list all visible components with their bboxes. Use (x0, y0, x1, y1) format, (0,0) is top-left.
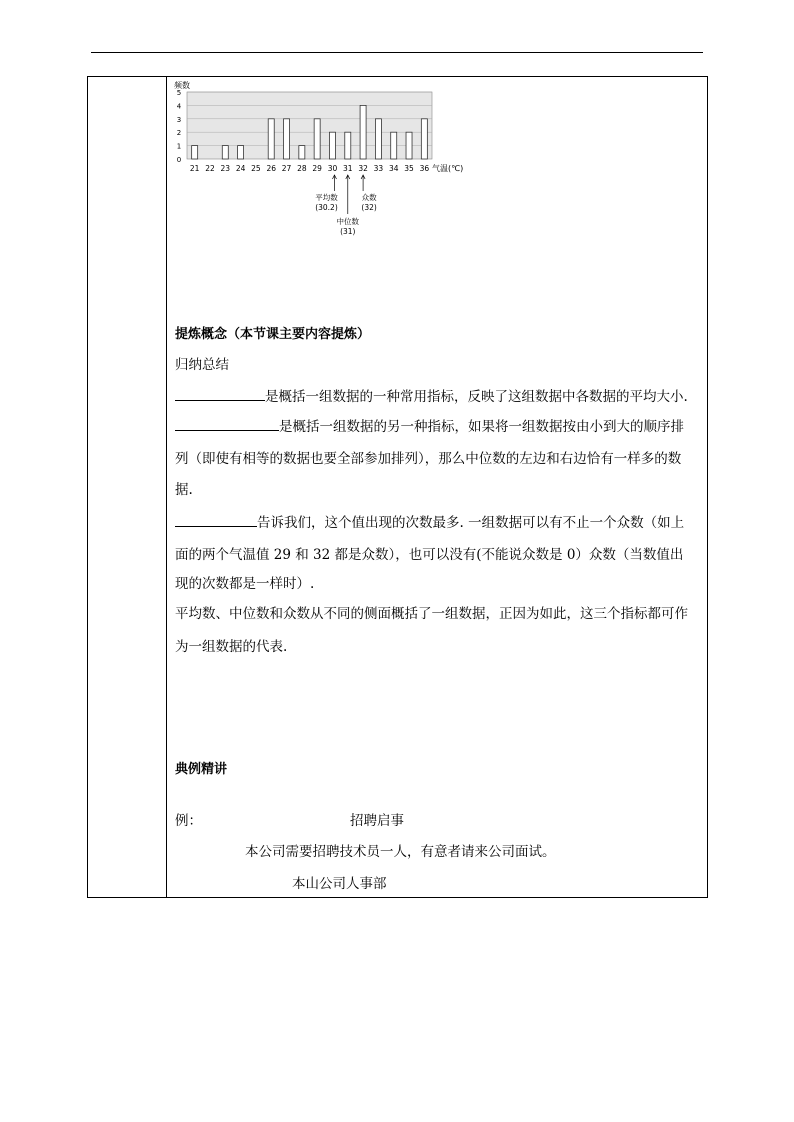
chart-bar (345, 132, 351, 159)
notice-title: 招聘启事 (350, 813, 404, 829)
chart-bar (192, 146, 198, 159)
chart-bar (375, 119, 381, 159)
chart-bar (329, 132, 335, 159)
paragraph-median-line1: 是概括一组数据的另一种指标，如果将一组数据按由小到大的顺序排 (175, 416, 684, 436)
chart-bar (314, 119, 320, 159)
chart-annotations (315, 175, 377, 236)
summary-subheading: 归纳总结 (175, 357, 229, 373)
chart-annotation-mode-label: 众数 (361, 193, 377, 202)
chart-annotation-median-label: 中位数 (336, 217, 360, 226)
chart-bar (406, 132, 412, 159)
chart-xtick-label: 27 (281, 164, 292, 173)
chart-ytick-label: 1 (176, 142, 182, 151)
fill-blank[interactable] (175, 512, 257, 527)
temperature-frequency-chart (170, 79, 472, 241)
paragraph-mode-line1: 告诉我们，这个值出现的次数最多. 一组数据可以有不止一个众数（如上 (175, 512, 684, 532)
header-rule (91, 52, 703, 53)
chart-xtick-label: 21 (189, 164, 200, 173)
chart-xtick-label: 23 (220, 164, 231, 173)
paragraph-median-line2: 列（即使有相等的数据也要全部参加排列），那么中位数的左边和右边恰有一样多的数 (175, 451, 682, 467)
chart-annotation-mean-label: 平均数 (315, 193, 338, 202)
chart-xtick-label: 25 (251, 164, 261, 173)
chart-xtick-label: 28 (297, 164, 307, 173)
chart-ytick-label: 0 (176, 156, 182, 164)
chart-ytick-label: 3 (176, 115, 182, 124)
chart-xticks (190, 164, 429, 173)
fill-blank[interactable] (175, 386, 265, 401)
chart-annotation-mode-value: (32) (361, 203, 377, 212)
chart-xtick-label: 33 (373, 164, 384, 173)
chart-yticks (177, 89, 182, 164)
chart-bar (222, 146, 228, 159)
chart-xtick-label: 31 (343, 164, 353, 173)
chart-annotation-median-value: (31) (340, 227, 356, 236)
chart-xtick-label: 30 (327, 164, 338, 173)
notice-body: 本公司需要招聘技术员一人，有意者请来公司面试。 (245, 844, 556, 860)
chart-bar (268, 119, 274, 159)
chart-xtick-label: 36 (419, 164, 430, 173)
chart-bar (360, 105, 366, 159)
paragraph-mean: 是概括一组数据的一种常用指标，反映了这组数据中各数据的平均大小. (175, 386, 688, 406)
chart-bar (299, 146, 305, 159)
chart-ytick-label: 5 (176, 89, 182, 97)
chart-bar (238, 146, 244, 159)
paragraph-summary-line2: 为一组数据的代表. (175, 639, 288, 655)
paragraph-summary-line1: 平均数、中位数和众数从不同的侧面概括了一组数据，正因为如此，这三个指标都可作 (175, 606, 688, 622)
table-left-column (87, 76, 167, 898)
chart-annotation-mean-value: (30.2) (315, 203, 338, 212)
chart-bar (421, 119, 427, 159)
chart-xtick-label: 29 (312, 164, 322, 173)
paragraph-median-line3: 据. (175, 482, 193, 498)
chart-xtick-label: 22 (205, 164, 215, 173)
chart-xlabel: 气温(℃) (432, 164, 464, 173)
chart-ytick-label: 4 (176, 102, 182, 111)
fill-blank[interactable] (175, 416, 279, 431)
example-label: 例： (175, 813, 202, 829)
section-heading-examples: 典例精讲 (175, 762, 228, 777)
chart-xtick-label: 35 (404, 164, 414, 173)
chart-xtick-label: 26 (266, 164, 276, 173)
chart-bar (284, 119, 290, 159)
chart-xtick-label: 32 (358, 164, 368, 173)
chart-ylabel: 频数 (174, 81, 190, 90)
section-heading-concepts: 提炼概念（本节课主要内容提炼） (175, 327, 371, 342)
chart-ytick-label: 2 (176, 129, 182, 138)
paragraph-mode-line2: 面的两个气温值 29 和 32 都是众数），也可以没有(不能说众数是 0）众数（当数值出 (175, 547, 684, 563)
chart-xtick-label: 24 (235, 164, 246, 173)
chart-xtick-label: 34 (388, 164, 399, 173)
notice-signature: 本山公司人事部 (292, 876, 387, 892)
paragraph-mode-line3: 现的次数都是一样时）. (175, 576, 315, 592)
chart-bar (391, 132, 397, 159)
